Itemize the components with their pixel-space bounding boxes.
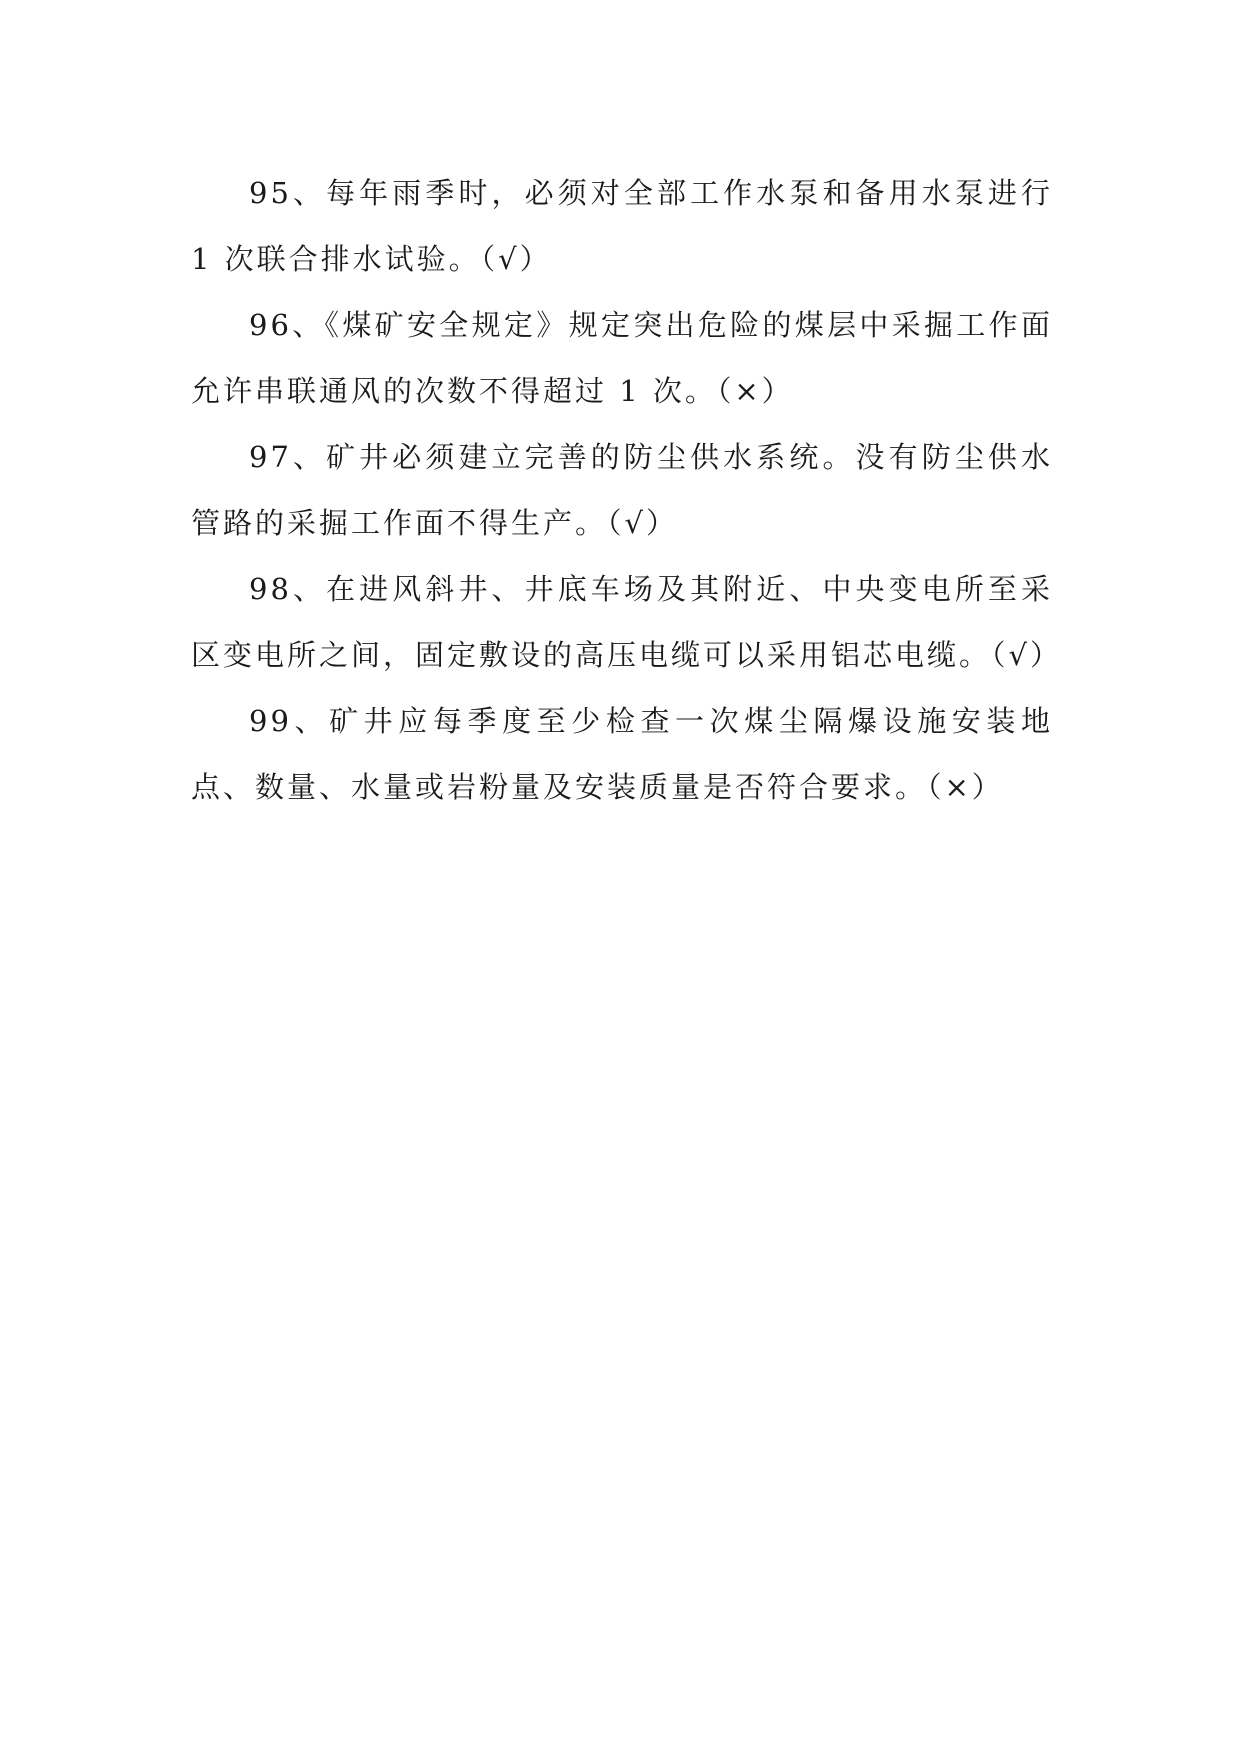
question-98: 98、在进风斜井、井底车场及其附近、中央变电所至采区变电所之间，固定敷设的高压电缆可以采用铝芯电缆。（√） [191,572,1062,672]
question-95: 95、每年雨季时，必须对全部工作水泵和备用水泵进行 1 次联合排水试验。（√） [191,176,1053,276]
question-96: 96、《煤矿安全规定》规定突出危险的煤层中采掘工作面允许串联通风的次数不得超过 1 次。（×） [191,308,1053,408]
question-list [191,160,1062,820]
question-97: 97、矿井必须建立完善的防尘供水系统。没有防尘供水管路的采掘工作面不得生产。（√） [191,440,1053,540]
question-99: 99、矿井应每季度至少检查一次煤尘隔爆设施安装地点、数量、水量或岩粉量及安装质量是否符合要求。（×） [191,704,1053,804]
